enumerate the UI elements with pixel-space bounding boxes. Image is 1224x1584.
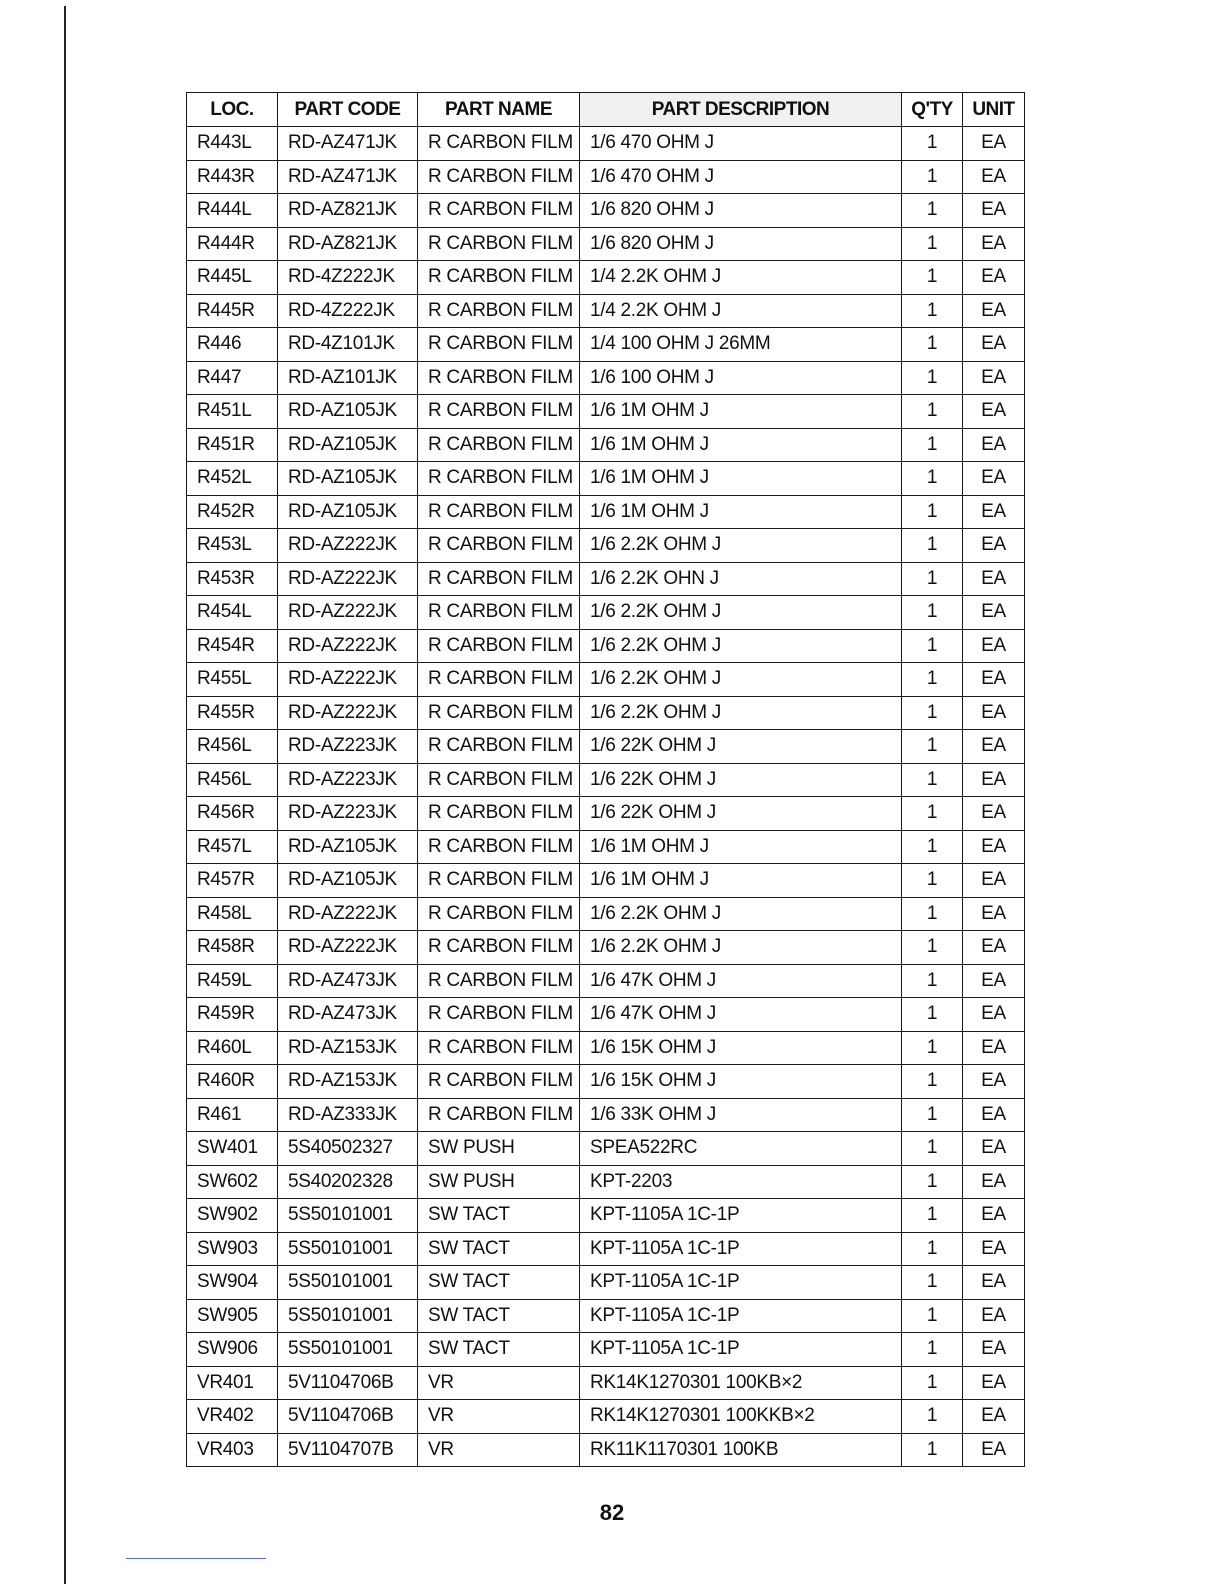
cell-unit: EA [963, 830, 1025, 864]
table-row [187, 629, 1025, 663]
cell-loc: R455L [187, 663, 278, 697]
header-part-code: PART CODE [278, 93, 418, 127]
cell-part-code: 5S50101001 [278, 1266, 418, 1300]
cell-loc: R452R [187, 495, 278, 529]
cell-part-name: R CARBON FILM [418, 328, 580, 362]
page-number: 82 [599, 1500, 625, 1525]
header-part-name: PART NAME [418, 93, 580, 127]
table-row [187, 294, 1025, 328]
cell-part-name: R CARBON FILM [418, 1098, 580, 1132]
cell-unit: EA [963, 964, 1025, 998]
cell-unit: EA [963, 127, 1025, 161]
cell-part-code: RD-AZ471JK [278, 127, 418, 161]
cell-unit: EA [963, 428, 1025, 462]
cell-loc: R445R [187, 294, 278, 328]
table-row [187, 1031, 1025, 1065]
cell-part-code: RD-4Z222JK [278, 261, 418, 295]
cell-part-code: RD-AZ153JK [278, 1031, 418, 1065]
cell-part-code: RD-AZ473JK [278, 998, 418, 1032]
cell-part-name: R CARBON FILM [418, 495, 580, 529]
cell-part-name: R CARBON FILM [418, 160, 580, 194]
cell-qty: 1 [902, 395, 963, 429]
cell-part-code: 5V1104706B [278, 1366, 418, 1400]
cell-qty: 1 [902, 294, 963, 328]
cell-part-description: 1/6 1M OHM J [580, 830, 902, 864]
header-part-description: PART DESCRIPTION [580, 93, 902, 127]
cell-unit: EA [963, 1065, 1025, 1099]
cell-unit: EA [963, 1400, 1025, 1434]
cell-part-description: RK14K1270301 100KB×2 [580, 1366, 902, 1400]
cell-part-code: RD-AZ105JK [278, 462, 418, 496]
cell-part-name: R CARBON FILM [418, 194, 580, 228]
cell-qty: 1 [902, 964, 963, 998]
cell-qty: 1 [902, 529, 963, 563]
parts-table [186, 92, 1025, 1467]
cell-unit: EA [963, 1232, 1025, 1266]
table-row [187, 763, 1025, 797]
cell-unit: EA [963, 395, 1025, 429]
cell-part-code: 5S40202328 [278, 1165, 418, 1199]
cell-qty: 1 [902, 261, 963, 295]
cell-part-description: 1/6 2.2K OHM J [580, 663, 902, 697]
cell-part-code: 5S50101001 [278, 1199, 418, 1233]
cell-part-name: R CARBON FILM [418, 529, 580, 563]
cell-qty: 1 [902, 428, 963, 462]
cell-part-name: R CARBON FILM [418, 227, 580, 261]
cell-part-name: R CARBON FILM [418, 696, 580, 730]
cell-part-name: R CARBON FILM [418, 931, 580, 965]
table-row [187, 1098, 1025, 1132]
cell-part-description: RK14K1270301 100KKB×2 [580, 1400, 902, 1434]
cell-unit: EA [963, 931, 1025, 965]
table-row [187, 830, 1025, 864]
cell-unit: EA [963, 998, 1025, 1032]
cell-part-name: R CARBON FILM [418, 998, 580, 1032]
table-row [187, 194, 1025, 228]
cell-part-name: R CARBON FILM [418, 830, 580, 864]
table-row [187, 1165, 1025, 1199]
cell-part-name: R CARBON FILM [418, 462, 580, 496]
cell-qty: 1 [902, 864, 963, 898]
cell-loc: R446 [187, 328, 278, 362]
cell-unit: EA [963, 328, 1025, 362]
cell-qty: 1 [902, 663, 963, 697]
cell-part-description: 1/6 1M OHM J [580, 395, 902, 429]
cell-part-description: 1/6 2.2K OHM J [580, 596, 902, 630]
cell-part-description: 1/6 47K OHM J [580, 964, 902, 998]
table-row [187, 227, 1025, 261]
cell-qty: 1 [902, 931, 963, 965]
cell-loc: R457R [187, 864, 278, 898]
cell-part-code: RD-AZ222JK [278, 663, 418, 697]
cell-qty: 1 [902, 1433, 963, 1467]
cell-unit: EA [963, 797, 1025, 831]
cell-part-code: RD-AZ222JK [278, 931, 418, 965]
cell-qty: 1 [902, 596, 963, 630]
cell-qty: 1 [902, 160, 963, 194]
cell-loc: R458L [187, 897, 278, 931]
cell-qty: 1 [902, 763, 963, 797]
cell-qty: 1 [902, 897, 963, 931]
cell-qty: 1 [902, 1132, 963, 1166]
cell-unit: EA [963, 227, 1025, 261]
cell-loc: R454R [187, 629, 278, 663]
table-row [187, 127, 1025, 161]
cell-part-description: KPT-2203 [580, 1165, 902, 1199]
cell-loc: R456L [187, 730, 278, 764]
table-row [187, 730, 1025, 764]
table-row [187, 696, 1025, 730]
cell-loc: R447 [187, 361, 278, 395]
cell-loc: R451L [187, 395, 278, 429]
cell-part-code: RD-AZ333JK [278, 1098, 418, 1132]
cell-part-description: 1/4 100 OHM J 26MM [580, 328, 902, 362]
cell-part-name: R CARBON FILM [418, 361, 580, 395]
cell-unit: EA [963, 730, 1025, 764]
table-row [187, 864, 1025, 898]
cell-unit: EA [963, 261, 1025, 295]
table-row [187, 361, 1025, 395]
cell-part-code: 5S50101001 [278, 1333, 418, 1367]
cell-part-code: 5S50101001 [278, 1299, 418, 1333]
cell-part-code: RD-AZ105JK [278, 395, 418, 429]
cell-part-name: VR [418, 1366, 580, 1400]
cell-part-code: 5V1104706B [278, 1400, 418, 1434]
cell-qty: 1 [902, 328, 963, 362]
table-row [187, 1266, 1025, 1300]
cell-part-name: R CARBON FILM [418, 629, 580, 663]
cell-loc: R443R [187, 160, 278, 194]
cell-loc: R456L [187, 763, 278, 797]
cell-part-name: R CARBON FILM [418, 864, 580, 898]
table-row [187, 462, 1025, 496]
cell-part-name: VR [418, 1433, 580, 1467]
cell-qty: 1 [902, 629, 963, 663]
cell-loc: R461 [187, 1098, 278, 1132]
table-row [187, 596, 1025, 630]
cell-part-description: SPEA522RC [580, 1132, 902, 1166]
cell-part-code: RD-AZ223JK [278, 730, 418, 764]
cell-loc: VR403 [187, 1433, 278, 1467]
cell-part-description: 1/6 470 OHM J [580, 127, 902, 161]
table-row [187, 1333, 1025, 1367]
cell-part-name: R CARBON FILM [418, 1065, 580, 1099]
cell-loc: R443L [187, 127, 278, 161]
cell-part-description: 1/6 15K OHM J [580, 1031, 902, 1065]
cell-unit: EA [963, 194, 1025, 228]
table-row [187, 998, 1025, 1032]
cell-loc: VR402 [187, 1400, 278, 1434]
cell-loc: R444R [187, 227, 278, 261]
cell-loc: SW904 [187, 1266, 278, 1300]
cell-unit: EA [963, 495, 1025, 529]
cell-part-code: RD-AZ222JK [278, 529, 418, 563]
cell-part-code: RD-AZ471JK [278, 160, 418, 194]
cell-part-description: 1/6 1M OHM J [580, 864, 902, 898]
cell-part-description: 1/6 2.2K OHM J [580, 629, 902, 663]
cell-loc: SW401 [187, 1132, 278, 1166]
table-row [187, 428, 1025, 462]
cell-part-name: SW PUSH [418, 1132, 580, 1166]
table-row [187, 261, 1025, 295]
cell-loc: R452L [187, 462, 278, 496]
cell-part-name: R CARBON FILM [418, 763, 580, 797]
cell-part-name: SW TACT [418, 1333, 580, 1367]
cell-qty: 1 [902, 495, 963, 529]
cell-qty: 1 [902, 1366, 963, 1400]
cell-part-code: RD-AZ105JK [278, 495, 418, 529]
left-margin-rule [64, 6, 66, 1584]
cell-qty: 1 [902, 830, 963, 864]
cell-part-description: 1/6 2.2K OHM J [580, 931, 902, 965]
cell-part-description: KPT-1105A 1C-1P [580, 1266, 902, 1300]
cell-part-name: R CARBON FILM [418, 964, 580, 998]
table-row [187, 1299, 1025, 1333]
table-row [187, 1400, 1025, 1434]
cell-unit: EA [963, 897, 1025, 931]
cell-loc: R460R [187, 1065, 278, 1099]
cell-part-name: R CARBON FILM [418, 395, 580, 429]
table-row [187, 395, 1025, 429]
cell-unit: EA [963, 1366, 1025, 1400]
header-loc: LOC. [187, 93, 278, 127]
cell-loc: SW902 [187, 1199, 278, 1233]
cell-part-code: RD-AZ821JK [278, 227, 418, 261]
cell-part-name: SW TACT [418, 1299, 580, 1333]
cell-qty: 1 [902, 361, 963, 395]
cell-part-name: R CARBON FILM [418, 596, 580, 630]
cell-part-description: 1/4 2.2K OHM J [580, 261, 902, 295]
cell-part-code: RD-AZ222JK [278, 596, 418, 630]
cell-loc: R457L [187, 830, 278, 864]
cell-part-description: KPT-1105A 1C-1P [580, 1299, 902, 1333]
cell-part-name: SW TACT [418, 1266, 580, 1300]
cell-loc: SW905 [187, 1299, 278, 1333]
cell-part-description: 1/6 2.2K OHN J [580, 562, 902, 596]
table-header-row [187, 93, 1025, 127]
table-row [187, 1232, 1025, 1266]
cell-part-code: RD-AZ223JK [278, 763, 418, 797]
cell-part-description: 1/6 100 OHM J [580, 361, 902, 395]
cell-qty: 1 [902, 696, 963, 730]
cell-part-code: RD-AZ101JK [278, 361, 418, 395]
cell-qty: 1 [902, 1333, 963, 1367]
cell-part-description: KPT-1105A 1C-1P [580, 1199, 902, 1233]
table-row [187, 328, 1025, 362]
cell-part-code: RD-AZ105JK [278, 864, 418, 898]
cell-loc: R444L [187, 194, 278, 228]
cell-qty: 1 [902, 1400, 963, 1434]
cell-loc: R458R [187, 931, 278, 965]
cell-part-description: RK11K1170301 100KB [580, 1433, 902, 1467]
cell-loc: R455R [187, 696, 278, 730]
cell-part-code: RD-4Z101JK [278, 328, 418, 362]
cell-qty: 1 [902, 730, 963, 764]
cell-part-description: 1/6 820 OHM J [580, 227, 902, 261]
cell-part-description: 1/6 470 OHM J [580, 160, 902, 194]
cell-unit: EA [963, 596, 1025, 630]
cell-unit: EA [963, 1098, 1025, 1132]
cell-qty: 1 [902, 797, 963, 831]
cell-unit: EA [963, 1199, 1025, 1233]
cell-unit: EA [963, 763, 1025, 797]
cell-unit: EA [963, 1299, 1025, 1333]
cell-part-code: RD-AZ222JK [278, 897, 418, 931]
cell-unit: EA [963, 696, 1025, 730]
cell-part-code: 5S50101001 [278, 1232, 418, 1266]
cell-part-name: R CARBON FILM [418, 428, 580, 462]
table-row [187, 964, 1025, 998]
cell-part-code: RD-AZ222JK [278, 629, 418, 663]
cell-part-name: R CARBON FILM [418, 730, 580, 764]
cell-part-description: 1/6 2.2K OHM J [580, 897, 902, 931]
cell-part-name: SW TACT [418, 1199, 580, 1233]
cell-qty: 1 [902, 1199, 963, 1233]
table-row [187, 797, 1025, 831]
cell-loc: R459R [187, 998, 278, 1032]
cell-unit: EA [963, 1031, 1025, 1065]
cell-part-code: RD-AZ222JK [278, 696, 418, 730]
cell-unit: EA [963, 629, 1025, 663]
cell-unit: EA [963, 462, 1025, 496]
cell-loc: R459L [187, 964, 278, 998]
cell-unit: EA [963, 562, 1025, 596]
cell-part-name: SW TACT [418, 1232, 580, 1266]
cell-qty: 1 [902, 1165, 963, 1199]
cell-loc: VR401 [187, 1366, 278, 1400]
cell-loc: R460L [187, 1031, 278, 1065]
cell-unit: EA [963, 1433, 1025, 1467]
cell-loc: SW602 [187, 1165, 278, 1199]
cell-loc: R453L [187, 529, 278, 563]
cell-part-description: 1/6 22K OHM J [580, 797, 902, 831]
cell-part-description: 1/6 820 OHM J [580, 194, 902, 228]
cell-part-code: RD-AZ105JK [278, 830, 418, 864]
cell-part-description: 1/6 15K OHM J [580, 1065, 902, 1099]
header-unit: UNIT [963, 93, 1025, 127]
table-row [187, 495, 1025, 529]
cell-part-code: 5S40502327 [278, 1132, 418, 1166]
cell-part-description: KPT-1105A 1C-1P [580, 1232, 902, 1266]
table-row [187, 1199, 1025, 1233]
cell-part-description: 1/6 22K OHM J [580, 730, 902, 764]
table-row [187, 160, 1025, 194]
cell-part-code: RD-AZ473JK [278, 964, 418, 998]
cell-part-description: 1/6 1M OHM J [580, 462, 902, 496]
cell-loc: R456R [187, 797, 278, 831]
cell-loc: R453R [187, 562, 278, 596]
cell-qty: 1 [902, 1299, 963, 1333]
cell-part-name: R CARBON FILM [418, 663, 580, 697]
cell-part-description: 1/6 2.2K OHM J [580, 529, 902, 563]
cell-part-description: 1/6 22K OHM J [580, 763, 902, 797]
cell-part-description: 1/6 1M OHM J [580, 495, 902, 529]
cell-part-description: KPT-1105A 1C-1P [580, 1333, 902, 1367]
cell-part-code: 5V1104707B [278, 1433, 418, 1467]
cell-unit: EA [963, 361, 1025, 395]
parts-table-body [187, 127, 1025, 1467]
cell-part-description: 1/4 2.2K OHM J [580, 294, 902, 328]
cell-part-code: RD-AZ222JK [278, 562, 418, 596]
cell-part-name: R CARBON FILM [418, 261, 580, 295]
cell-qty: 1 [902, 562, 963, 596]
table-row [187, 663, 1025, 697]
cell-qty: 1 [902, 462, 963, 496]
cell-unit: EA [963, 529, 1025, 563]
cell-part-name: R CARBON FILM [418, 797, 580, 831]
cell-part-name: R CARBON FILM [418, 562, 580, 596]
cell-part-description: 1/6 1M OHM J [580, 428, 902, 462]
cell-part-name: R CARBON FILM [418, 294, 580, 328]
cell-part-name: VR [418, 1400, 580, 1434]
cell-unit: EA [963, 1266, 1025, 1300]
cell-part-name: R CARBON FILM [418, 1031, 580, 1065]
cell-part-code: RD-AZ223JK [278, 797, 418, 831]
parts-list-sheet [186, 92, 1025, 1467]
cell-qty: 1 [902, 1031, 963, 1065]
cell-qty: 1 [902, 127, 963, 161]
table-row [187, 1433, 1025, 1467]
table-row [187, 1366, 1025, 1400]
cell-unit: EA [963, 864, 1025, 898]
cell-qty: 1 [902, 1098, 963, 1132]
cell-part-code: RD-AZ105JK [278, 428, 418, 462]
table-row [187, 1065, 1025, 1099]
header-qty: Q'TY [902, 93, 963, 127]
footnote-rule [126, 1558, 266, 1559]
cell-qty: 1 [902, 998, 963, 1032]
table-row [187, 931, 1025, 965]
cell-part-description: 1/6 47K OHM J [580, 998, 902, 1032]
table-row [187, 897, 1025, 931]
table-row [187, 529, 1025, 563]
cell-part-description: 1/6 33K OHM J [580, 1098, 902, 1132]
table-row [187, 562, 1025, 596]
cell-loc: R454L [187, 596, 278, 630]
cell-loc: R451R [187, 428, 278, 462]
cell-unit: EA [963, 1165, 1025, 1199]
cell-part-code: RD-AZ821JK [278, 194, 418, 228]
cell-loc: SW906 [187, 1333, 278, 1367]
cell-unit: EA [963, 663, 1025, 697]
cell-unit: EA [963, 160, 1025, 194]
cell-part-description: 1/6 2.2K OHM J [580, 696, 902, 730]
cell-qty: 1 [902, 1065, 963, 1099]
cell-loc: R445L [187, 261, 278, 295]
cell-part-name: R CARBON FILM [418, 127, 580, 161]
cell-qty: 1 [902, 1266, 963, 1300]
table-row [187, 1132, 1025, 1166]
cell-qty: 1 [902, 227, 963, 261]
cell-unit: EA [963, 294, 1025, 328]
cell-loc: SW903 [187, 1232, 278, 1266]
cell-unit: EA [963, 1333, 1025, 1367]
cell-unit: EA [963, 1132, 1025, 1166]
cell-part-code: RD-4Z222JK [278, 294, 418, 328]
cell-qty: 1 [902, 1232, 963, 1266]
cell-part-name: SW PUSH [418, 1165, 580, 1199]
cell-qty: 1 [902, 194, 963, 228]
cell-part-code: RD-AZ153JK [278, 1065, 418, 1099]
cell-part-name: R CARBON FILM [418, 897, 580, 931]
